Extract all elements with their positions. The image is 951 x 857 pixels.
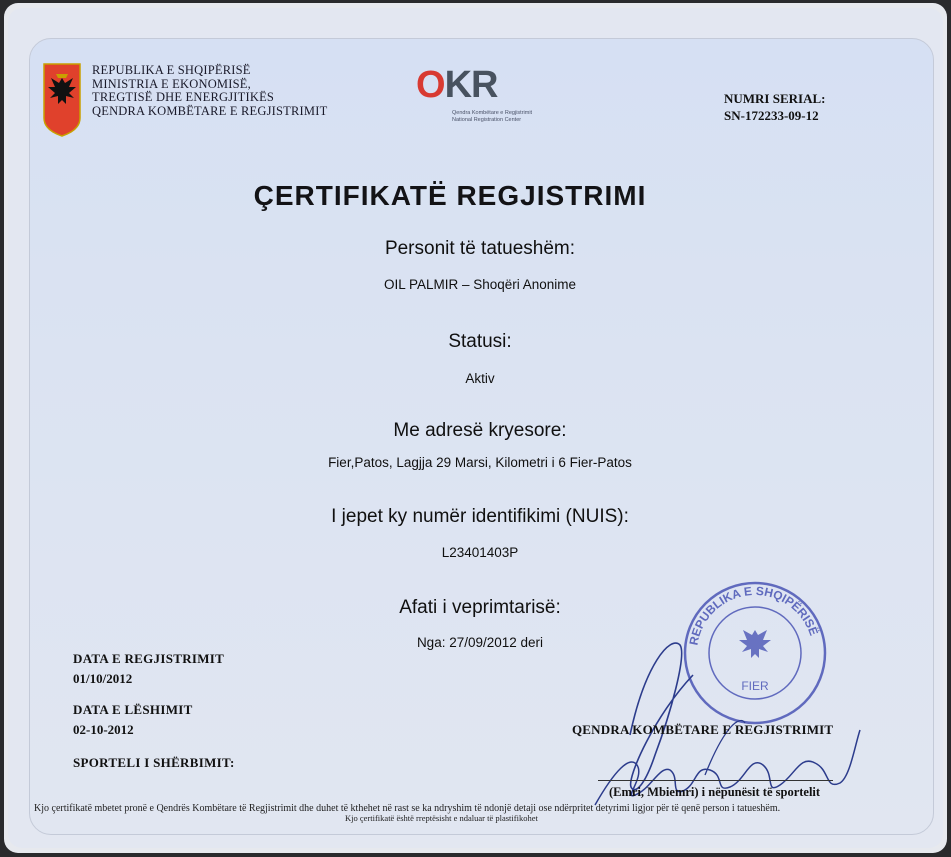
issue-date-block xyxy=(73,702,193,738)
ministry-line: MINISTRIA E EKONOMISË, xyxy=(92,76,251,91)
person-value: OIL PALMIR – Shoqëri Anonime xyxy=(383,277,577,292)
stamp-ring-text: REPUBLIKA E SHQIPËRISË xyxy=(686,583,821,647)
status-label: Statusi: xyxy=(448,331,512,352)
stamp-city: FIER xyxy=(741,679,769,693)
serial-number-block xyxy=(724,90,825,124)
signature-icon xyxy=(575,605,875,815)
registration-date-label: DATA E REGJISTRIMIT xyxy=(73,651,225,666)
address-label: Me adresë kryesore: xyxy=(393,420,567,441)
registration-date-block xyxy=(73,651,224,687)
service-desk-label: SPORTELI I SHËRBIMIT: xyxy=(73,755,235,770)
ministry-line: TREGTISË DHE ENERGJITIKËS xyxy=(92,90,275,104)
nuis-value: L23401403P xyxy=(441,545,519,560)
okr-logo-kr: KR xyxy=(444,64,498,106)
nuis-label: I jepet ky numër identifikimi (NUIS): xyxy=(331,506,629,527)
okr-sub-line-2: National Registration Center xyxy=(452,116,522,123)
footer-note: Kjo çertifikatë mbetet pronë e Qendrës Kombëtare të Regjistrimit dhe duhet të kthehet në rast se ka ndryshim të ndonjë detaji ose ndërpritet detyrimi ligjor për të qenë person i tatueshëm. xyxy=(34,803,781,814)
issue-date-label: DATA E LËSHIMIT xyxy=(73,702,193,717)
okr-logo xyxy=(416,64,497,107)
status-value: Aktiv xyxy=(465,371,495,386)
service-desk-block xyxy=(73,755,235,771)
okr-sub-line-1: Qendra Kombëtare e Regjistrimit xyxy=(452,110,533,116)
certificate-title: ÇERTIFIKATË REGJISTRIMI xyxy=(253,180,647,211)
footer-note-laminate: Kjo çertifikatë është rreptësisht e ndaluar të plastifikohet xyxy=(345,813,538,823)
registration-date-value: 01/10/2012 xyxy=(73,671,133,686)
albania-emblem-icon xyxy=(42,62,82,138)
okr-logo-subtitle xyxy=(452,110,532,123)
signature-caption: (Emri, Mbiemri) i nëpunësit të sportelit xyxy=(609,785,821,799)
serial-label: NUMRI SERIAL: xyxy=(724,91,826,106)
signature-line xyxy=(598,780,833,781)
ministry-line: QENDRA KOMBËTARE E REGJISTRIMIT xyxy=(92,103,328,118)
signature-office: QENDRA KOMBËTARE E REGJISTRIMIT xyxy=(572,722,834,737)
person-label: Personit të tatueshëm: xyxy=(384,238,576,259)
issue-date-value: 02-10-2012 xyxy=(73,722,134,737)
okr-logo-o: O xyxy=(416,64,445,106)
address-value: Fier,Patos, Lagjja 29 Marsi, Kilometri i 6 Fier-Patos xyxy=(328,455,632,470)
ministry-line: REPUBLIKA E SHQIPËRISË xyxy=(92,63,251,77)
term-label: Afati i veprimtarisë: xyxy=(399,597,561,618)
ministry-header xyxy=(92,64,327,118)
term-value: Nga: 27/09/2012 deri xyxy=(416,635,544,650)
serial-value: SN-172233-09-12 xyxy=(724,108,819,123)
